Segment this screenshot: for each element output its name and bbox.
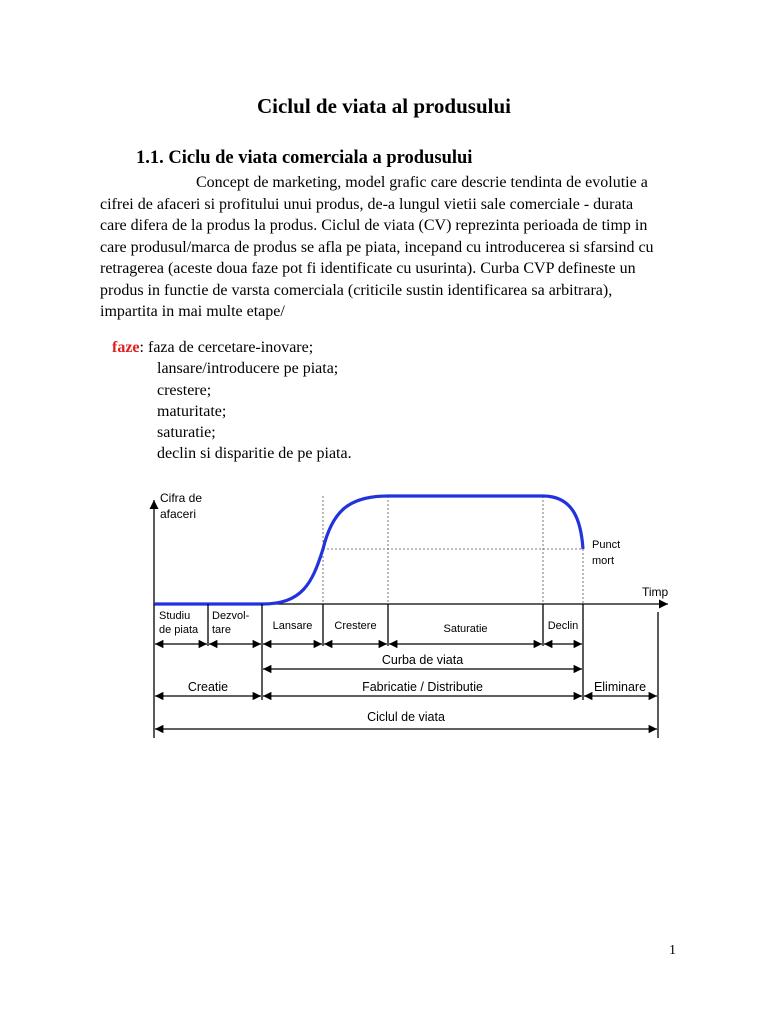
stage-label: Lansare [272, 620, 313, 632]
phase-item: lansare/introducere pe piata; [157, 360, 339, 378]
phase-item [112, 337, 352, 358]
phase-item: saturatie; [157, 424, 216, 442]
end-point-label-line: Punct [592, 539, 621, 551]
end-point-label-line: mort [592, 555, 614, 567]
page-number: 1 [669, 943, 676, 958]
stage-label: tare [212, 624, 231, 636]
phase-item: maturitate; [157, 402, 227, 420]
eliminare-span-label: Eliminare [593, 680, 647, 694]
y-axis-label-line: afaceri [160, 507, 197, 521]
curba-span-label: Curba de viata [381, 653, 464, 667]
fabricatie-span-label: Fabricatie / Distributie [362, 680, 483, 694]
stage-label: Studiu [159, 610, 191, 622]
y-axis-label-line: Cifra de [160, 491, 203, 505]
intro-paragraph [100, 172, 660, 323]
phases-separator: : [139, 339, 148, 356]
document-title: Ciclul de viata al produsului [256, 94, 511, 118]
stage-label: Saturatie [443, 623, 488, 635]
ciclul-span-label: Ciclul de viata [367, 710, 445, 724]
intro-paragraph-text: Concept de marketing, model grafic care descrie tendinta de evolutie a cifrei de afaceri si profitului unui produs, de-a lungul vietii sale comerciale - durata care difera de la produs la produs. Ciclul de viata (CV) reprezinta perioada de timp in care produsul/marca de produs se afla pe piata, incepand cu introducerea si sfarsind cu retragerea (aceste doua faze pot fi identificate cu usurinta). Curba CVP defineste un produs in functie de varsta comerciala (criticile sustin identificarea sa arbitrara), impartita in mai multe etape/ [100, 174, 654, 320]
stage-label: Dezvol- [212, 610, 250, 622]
section-heading: 1.1. Ciclu de viata comerciala a produsului [136, 148, 473, 168]
stage-label: de piata [159, 624, 199, 636]
creatie-span-label: Creatie [187, 680, 229, 694]
stage-label: Crestere [334, 620, 377, 632]
x-axis-label: Timp [642, 585, 669, 599]
phase-item: declin si disparitie de pe piata. [157, 445, 352, 463]
phases-keyword: faze [112, 339, 140, 356]
life-cycle-curve [154, 496, 583, 604]
product-life-cycle-diagram [140, 480, 680, 745]
phase-item: crestere; [157, 381, 212, 399]
phase-text: faza de cercetare-inovare; [147, 339, 314, 356]
phases-list [112, 337, 352, 465]
stage-label: Declin [547, 620, 579, 632]
